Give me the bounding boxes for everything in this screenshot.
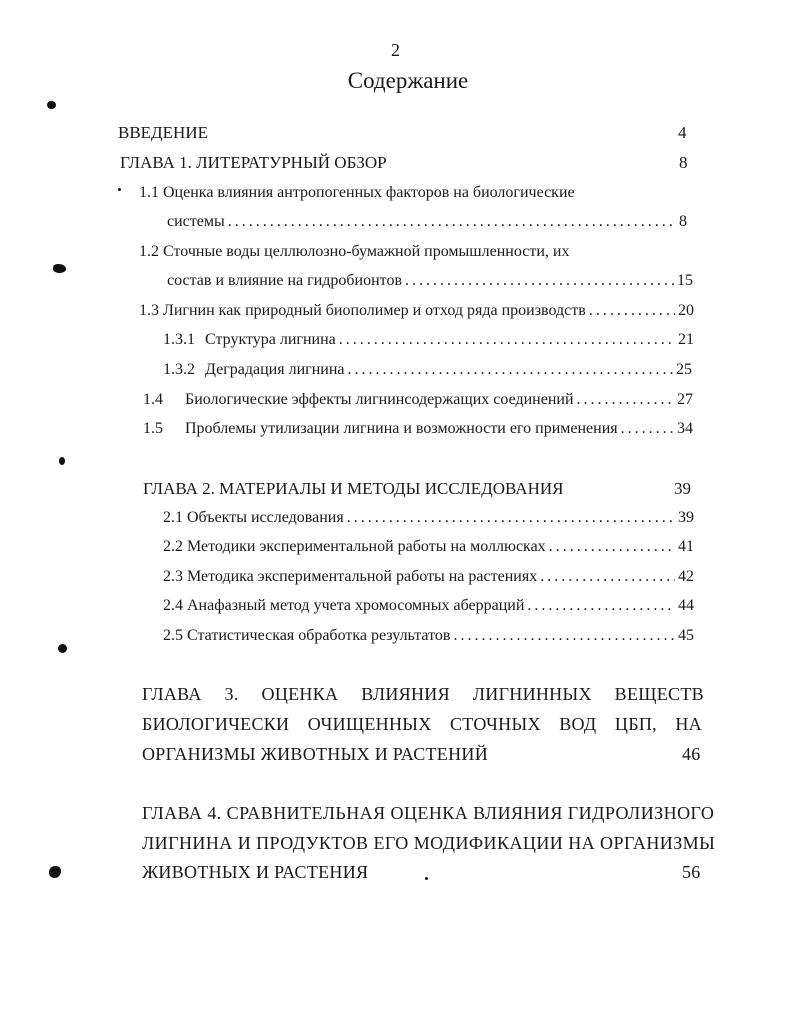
toc-s1-3-2-row (163, 361, 692, 379)
toc-s2-2-page: 41 (678, 538, 694, 555)
scan-speck (118, 188, 121, 191)
toc-s1-1-page: 8 (679, 213, 687, 230)
toc-s2-2-row (163, 538, 694, 556)
toc-s1-3-2-num: 1.3.2 (163, 361, 195, 378)
toc-s2-5-label: 2.5 Статистическая обработка результатов (163, 627, 451, 644)
toc-ch3-page: 46 (682, 744, 701, 764)
toc-ch3-word: БИОЛОГИЧЕСКИ (142, 714, 290, 734)
page-title: Содержание (347, 68, 469, 93)
toc-s2-3-row (163, 568, 694, 586)
dot-leader (339, 331, 675, 349)
toc-ch4-page: 56 (682, 862, 701, 882)
toc-ch3-word: ВЛИЯНИЯ (361, 684, 450, 704)
toc-s2-1-row (163, 509, 694, 527)
toc-ch3-word: ЦБП, (614, 714, 657, 734)
toc-s1-3-1-row (163, 331, 694, 349)
toc-s1-3-label: 1.3 Лигнин как природный биополимер и отход ряда производств (139, 302, 586, 319)
toc-s1-5-row (185, 420, 693, 438)
toc-s2-3-label: 2.3 Методика экспериментальной работы на растениях (163, 568, 538, 585)
toc-s1-1-line1: 1.1 Оценка влияния антропогенных факторов на биологические (139, 184, 575, 201)
toc-s1-5-label: Проблемы утилизации лигнина и возможности его применения (185, 420, 618, 437)
toc-s1-3-1-label: Структура лигнина (205, 331, 336, 348)
toc-ch1-label: ГЛАВА 1. ЛИТЕРАТУРНЫЙ ОБЗОР (120, 153, 387, 172)
toc-s1-5-page: 34 (677, 420, 693, 437)
dot-leader (527, 597, 675, 615)
toc-s1-2-page: 15 (677, 272, 693, 289)
toc-s2-4-label: 2.4 Анафазный метод учета хромосомных аберраций (163, 597, 525, 614)
toc-s1-3-row (139, 302, 694, 320)
toc-s1-1-row (167, 213, 687, 231)
toc-s1-3-1-page: 21 (678, 331, 694, 348)
toc-ch3-word: ОЧИЩЕННЫХ (307, 714, 432, 734)
dot-leader (549, 538, 675, 556)
page-number: 2 (391, 40, 400, 60)
toc-s1-1-line2: системы (167, 213, 225, 230)
toc-ch3-word: ЛИГНИННЫХ (472, 684, 592, 704)
toc-s2-5-page: 45 (678, 627, 694, 644)
toc-s1-3-1-num: 1.3.1 (163, 331, 195, 348)
scan-speck (58, 644, 67, 653)
toc-ch3-word: ГЛАВА (142, 684, 202, 704)
toc-ch4-line3: ЖИВОТНЫХ И РАСТЕНИЯ (142, 862, 369, 882)
toc-s2-2-label: 2.2 Методики экспериментальной работы на моллюсках (163, 538, 546, 555)
toc-ch3-line3: ОРГАНИЗМЫ ЖИВОТНЫХ И РАСТЕНИЙ (142, 744, 488, 764)
toc-ch2-label: ГЛАВА 2. МАТЕРИАЛЫ И МЕТОДЫ ИССЛЕДОВАНИЯ (143, 479, 564, 498)
toc-s1-3-2-page: 25 (676, 361, 692, 378)
toc-s1-3-2-label: Деградация лигнина (205, 361, 345, 378)
dot-leader (589, 302, 675, 320)
scan-speck (59, 457, 65, 465)
toc-intro-page: 4 (678, 123, 687, 142)
toc-ch1-page: 8 (679, 153, 688, 172)
toc-ch3-word: СТОЧНЫХ (449, 714, 541, 734)
toc-ch3-word: 3. (224, 684, 239, 704)
scan-speck (425, 877, 428, 880)
dot-leader (347, 509, 675, 527)
toc-s1-2-line2: состав и влияние на гидробионтов (167, 272, 403, 289)
toc-ch3-line2 (142, 714, 702, 735)
dot-leader (453, 627, 675, 645)
toc-ch4-line2: ЛИГНИНА И ПРОДУКТОВ ЕГО МОДИФИКАЦИИ НА ОРГАНИЗМЫ (142, 833, 716, 853)
toc-intro-label: ВВЕДЕНИЕ (118, 123, 208, 142)
toc-s2-4-row (163, 597, 694, 615)
dot-leader (540, 568, 675, 586)
toc-s2-5-row (163, 627, 694, 645)
toc-s2-3-page: 42 (678, 568, 694, 585)
scan-speck (47, 101, 56, 109)
toc-ch3-word: ВЕЩЕСТВ (614, 684, 704, 704)
toc-ch2-page: 39 (674, 479, 691, 498)
dot-leader (348, 361, 674, 379)
toc-s2-1-page: 39 (678, 509, 694, 526)
dot-leader (577, 391, 674, 409)
toc-s1-4-page: 27 (677, 391, 693, 408)
toc-ch3-word: ОЦЕНКА (261, 684, 339, 704)
toc-s1-2-row (167, 272, 693, 290)
scan-speck (49, 866, 61, 878)
toc-ch3-word: ВОД (559, 714, 597, 734)
toc-ch3-word: НА (675, 714, 702, 734)
toc-s1-3-page: 20 (678, 302, 694, 319)
toc-s1-4-label: Биологические эффекты лигнинсодержащих соединений (185, 391, 574, 408)
toc-ch3-line1 (142, 684, 704, 705)
dot-leader (621, 420, 674, 438)
scan-speck (53, 264, 66, 273)
toc-s1-5-num: 1.5 (143, 420, 163, 437)
toc-ch4-line1: ГЛАВА 4. СРАВНИТЕЛЬНАЯ ОЦЕНКА ВЛИЯНИЯ ГИДРОЛИЗНОГО (142, 803, 715, 823)
toc-s1-4-row (185, 391, 693, 409)
toc-s1-2-line1: 1.2 Сточные воды целлюлозно-бумажной промышленности, их (139, 243, 570, 260)
dot-leader (405, 272, 674, 290)
dot-leader (228, 213, 676, 231)
toc-s2-1-label: 2.1 Объекты исследования (163, 509, 344, 526)
toc-s2-4-page: 44 (678, 597, 694, 614)
toc-s1-4-num: 1.4 (143, 391, 163, 408)
